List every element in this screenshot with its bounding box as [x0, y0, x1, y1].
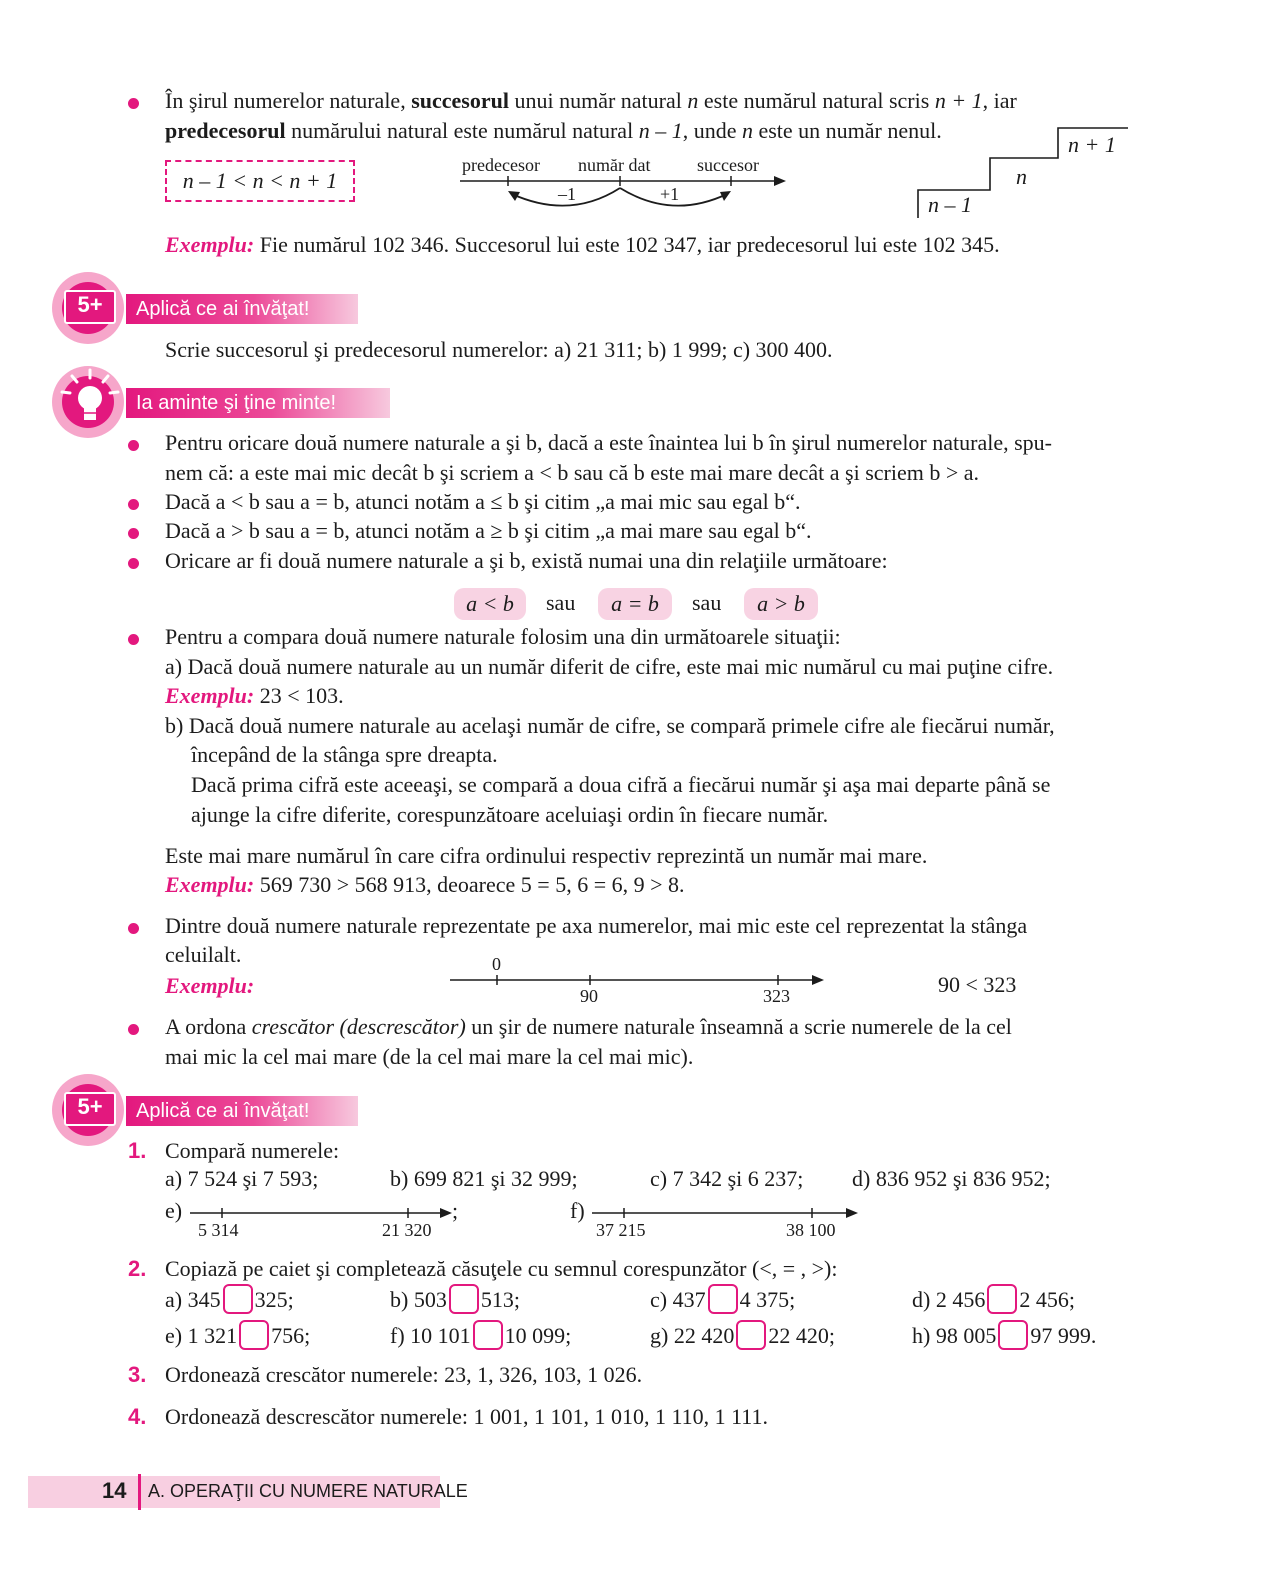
remember-p5c: Este mai mare numărul în care cifra ordinului respectiv reprezintă un număr mai mare. — [165, 843, 928, 868]
remember-p6a: Dintre două numere naturale reprezentate pe axa numerelor, mai mic este cel reprezentat la stânga — [165, 913, 1028, 938]
answer-box[interactable] — [987, 1284, 1017, 1314]
stair-bot-label: n – 1 — [928, 192, 972, 217]
answer-box[interactable] — [449, 1284, 479, 1314]
q2e: e) 1 321 756; — [165, 1320, 310, 1350]
axis-label-numar-dat: număr dat — [578, 155, 651, 175]
question-2: Copiază pe caiet şi completează căsuţele cu semnul corespunzător (<, = , >): — [165, 1256, 838, 1281]
q1f-tick-right: 38 100 — [786, 1220, 836, 1240]
answer-box[interactable] — [223, 1284, 253, 1314]
q2d: d) 2 456 2 456; — [912, 1284, 1075, 1314]
axis-tick-90: 90 — [580, 986, 598, 1006]
remember-p4: Oricare ar fi două numere naturale a şi b, există numai una din relaţiile următoare: — [165, 548, 888, 573]
q2g: g) 22 420 22 420; — [650, 1320, 835, 1350]
remember-p5b2: începând de la stânga spre dreapta. — [191, 742, 498, 767]
question-4: Ordonează descrescător numerele: 1 001, 1 101, 1 010, 1 110, 1 111. — [165, 1404, 768, 1429]
q1b: b) 699 821 şi 32 999; — [390, 1166, 578, 1191]
page-number: 14 — [102, 1478, 127, 1503]
remember-p1a: Pentru oricare două numere naturale a şi b, dacă a este înaintea lui b în şirul numerelor naturale, spu- — [165, 430, 1052, 455]
axis-tick-0: 0 — [492, 954, 501, 974]
remember-p6b: celuilalt. — [165, 942, 242, 967]
question-1: Compară numerele: — [165, 1138, 340, 1163]
minus-one-label: –1 — [558, 184, 576, 204]
remember-p5b1: b) Dacă două numere naturale au acelaşi număr de cifre, se compară primele cifre ale fiecărui număr, — [165, 713, 1055, 738]
q2f: f) 10 101 10 099; — [390, 1320, 571, 1350]
question-number-1: 1. — [128, 1138, 147, 1163]
axis-tick-323: 323 — [763, 986, 790, 1006]
section-bar-aplica-1: Aplică ce ai învăţat! — [126, 294, 358, 324]
q1c: c) 7 342 şi 6 237; — [650, 1166, 804, 1191]
question-number-2: 2. — [128, 1256, 147, 1281]
axis-label-succesor: succesor — [697, 155, 759, 175]
q1e-label: e) — [165, 1198, 183, 1223]
remember-p5: Pentru a compara două numere naturale folosim una din următoarele situaţii: — [165, 624, 841, 649]
q1e-tick-right: 21 320 — [382, 1220, 432, 1240]
section-bar-ia-aminte: Ia aminte şi ţine minte! — [126, 388, 390, 418]
relation-greater: a > b — [744, 588, 818, 620]
footer-divider — [138, 1474, 141, 1510]
remember-ex3: Exemplu: — [165, 973, 255, 998]
answer-box[interactable] — [998, 1320, 1028, 1350]
chapter-title: A. OPERAŢII CU NUMERE NATURALE — [148, 1481, 468, 1501]
remember-p5b3: Dacă prima cifră este aceeaşi, se compară a doua cifră a fiecărui număr şi aşa mai departe până se — [191, 772, 1051, 797]
question-number-3: 3. — [128, 1362, 147, 1387]
remember-p5a: a) Dacă două numere naturale au un număr diferit de cifre, este mai mic numărul cu mai puţine cifre. — [165, 654, 1054, 679]
q1a: a) 7 524 şi 7 593; — [165, 1166, 319, 1191]
example-succesor: Exemplu: Fie numărul 102 346. Succesorul lui este 102 347, iar predecesorul lui este 102 345. — [165, 232, 1000, 257]
answer-box[interactable] — [708, 1284, 738, 1314]
remember-p3: Dacă a > b sau a = b, atunci notăm a ≥ b şi citim „a mai mare sau egal b“. — [165, 518, 812, 543]
apply1-text: Scrie succesorul şi predecesorul numerelor: a) 21 311; b) 1 999; c) 300 400. — [165, 337, 833, 362]
relation-sau-2: sau — [692, 590, 722, 615]
axis-result: 90 < 323 — [938, 972, 1017, 997]
remember-ex1: Exemplu: 23 < 103. — [165, 683, 344, 708]
relation-less: a < b — [454, 588, 526, 620]
q2b: b) 503 513; — [390, 1284, 520, 1314]
relation-sau-1: sau — [546, 590, 576, 615]
q1e-tick-left: 5 314 — [198, 1220, 239, 1240]
q1f-tick-left: 37 215 — [596, 1220, 646, 1240]
section-bar-aplica-2: Aplică ce ai învăţat! — [126, 1096, 358, 1126]
q1e-end: ; — [452, 1198, 459, 1223]
axis-label-predecesor: predecesor — [462, 155, 540, 175]
badge-5plus: 5+ — [77, 292, 103, 317]
remember-p5b4: ajunge la cifre diferite, corespunzătoare aceluiaşi ordin în fiecare număr. — [191, 802, 829, 827]
plus-one-label: +1 — [660, 184, 680, 204]
stair-top-label: n + 1 — [1068, 132, 1116, 157]
question-number-4: 4. — [128, 1404, 147, 1429]
inequality-box: n – 1 < n < n + 1 — [165, 160, 355, 202]
remember-ex2: Exemplu: 569 730 > 568 913, deoarece 5 = 5, 6 = 6, 9 > 8. — [165, 872, 685, 897]
answer-box[interactable] — [239, 1320, 269, 1350]
paragraph-succesor-2: predecesorul numărului natural este numărul natural n – 1, unde n este un număr nenul. — [165, 118, 942, 143]
q2c: c) 437 4 375; — [650, 1284, 795, 1314]
q1d: d) 836 952 şi 836 952; — [852, 1166, 1051, 1191]
answer-box[interactable] — [473, 1320, 503, 1350]
paragraph-succesor-1: În şirul numerelor naturale, succesorul unui număr natural n este numărul natural scris n + 1, iar — [165, 88, 1017, 113]
question-3: Ordonează crescător numerele: 23, 1, 326, 103, 1 026. — [165, 1362, 643, 1387]
q2h: h) 98 005 97 999. — [912, 1320, 1096, 1350]
stair-mid-label: n — [1016, 164, 1027, 189]
answer-box[interactable] — [736, 1320, 766, 1350]
relation-equal: a = b — [598, 588, 672, 620]
remember-p7b: mai mic la cel mai mare (de la cel mai mare la cel mai mic). — [165, 1044, 694, 1069]
q2a: a) 345 325; — [165, 1284, 294, 1314]
remember-p1b: nem că: a este mai mic decât b şi scriem a < b sau că b este mai mare decât a şi scriem b > a. — [165, 460, 980, 485]
remember-p2: Dacă a < b sau a = b, atunci notăm a ≤ b şi citim „a mai mic sau egal b“. — [165, 489, 801, 514]
remember-p7a: A ordona crescător (descrescător) un şir de numere naturale înseamnă a scrie numerele de la cel — [165, 1014, 1012, 1039]
badge-5plus: 5+ — [77, 1094, 103, 1119]
q1f-label: f) — [570, 1198, 585, 1223]
